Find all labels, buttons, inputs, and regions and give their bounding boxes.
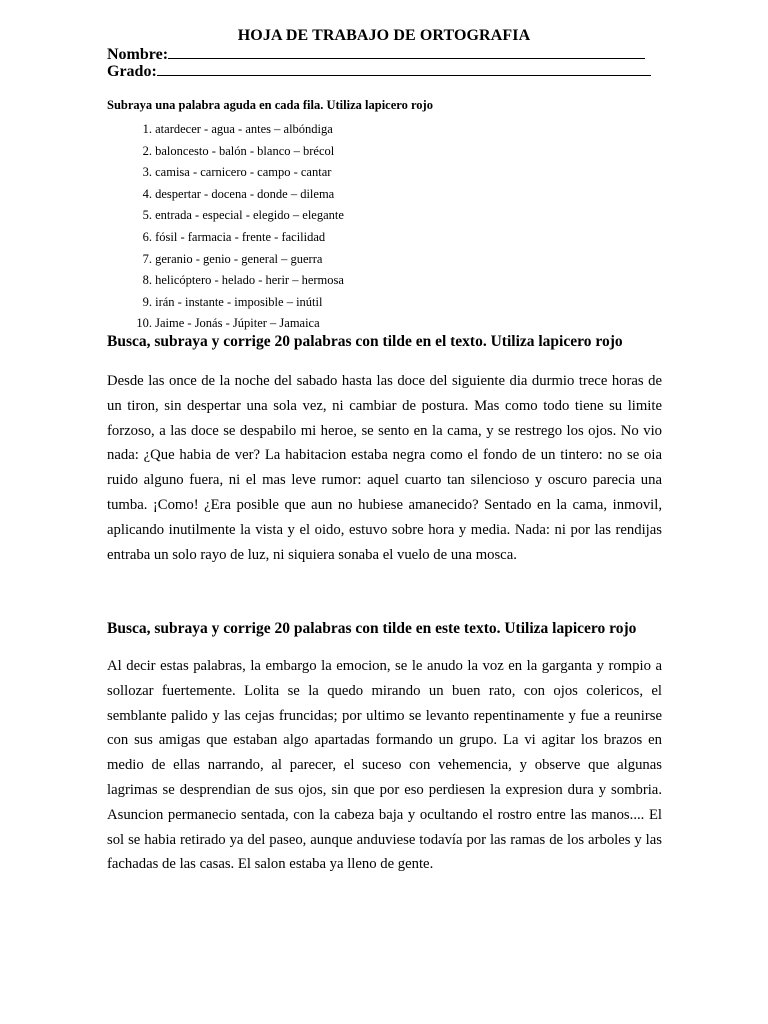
section2-paragraph: Desde las once de la noche del sabado hasta las doce del siguiente dia durmio trece horas de un tiron, sin despertar una sola vez, ni cambiar de postura. Mas como todo tiene su limite forzoso, a las doce se despabilo mi heroe, se sento en la cama, y se restrego los ojos. No vio nada: ¿Que habia de ver? La habitacion estaba negra como el fondo de un tintero: no se oia ruido alguno fuera, ni el mas leve rumor: aquel cuarto tan silencioso y oscuro parecia una tumba. ¡Como! ¿Era posible que aun no hubiese amanecido? Sentado en la cama, inmovil, aplicando inutilmente la vista y el oido, estuvo sobre hora y media. Nada: ni por las rendijas entraba un solo rayo de luz, ni siquiera sonaba el vuelo de una mosca. [107,373,662,563]
nombre-blank-line [168,44,645,59]
list-item-number: 3. [142,165,152,180]
list-item [126,205,344,227]
list-item-number: 7. [142,251,152,266]
section1-instruction: Subraya una palabra aguda en cada fila. Utiliza lapicero rojo [107,98,433,112]
list-item-number: 6. [142,229,152,244]
list-item-words: baloncesto - balón - blanco – brécol [155,143,335,158]
list-item [126,292,344,314]
list-item-words: geranio - genio - general – guerra [155,251,323,266]
list-item [126,270,344,292]
list-item-number: 10. [136,316,152,331]
list-item [126,141,344,163]
list-item [126,119,344,141]
list-item-number: 5. [142,208,152,223]
word-list [126,119,344,335]
list-item [126,249,344,271]
list-item-words: despertar - docena - donde – dilema [155,186,335,201]
list-item-number: 9. [142,294,152,309]
grado-field [107,61,651,81]
list-item [126,184,344,206]
list-item-words: entrada - especial - elegido – elegante [155,208,344,223]
list-item [126,162,344,184]
section3-heading: Busca, subraya y corrige 20 palabras con tilde en este texto. Utiliza lapicero rojo [107,620,637,637]
grado-label: Grado: [107,63,157,80]
list-item-words: Jaime - Jonás - Júpiter – Jamaica [155,316,320,331]
nombre-label: Nombre: [107,46,169,63]
grado-blank-line [157,61,651,76]
section3-paragraph [107,654,662,877]
list-item-words: atardecer - agua - antes – albóndiga [155,122,333,136]
list-item-words: fósil - farmacia - frente - facilidad [155,229,326,244]
section2-heading: Busca, subraya y corrige 20 palabras con tilde en el texto. Utiliza lapicero rojo [107,333,623,350]
page-title: HOJA DE TRABAJO DE ORTOGRAFIA [237,27,531,44]
list-item [126,313,344,335]
section3-paragraph-text: Al decir estas palabras, la embargo la emocion, se le anudo la voz en la garganta y rompio a sollozar fuertemente. Lolita se la quedo mirando un buen rato, con ojos colericos, el semblante palido y las cejas fruncidas; por ultimo se levanto repentinamente y fue a reunirse con sus amigas que estaban algo apartadas formando un grupo. La vi agitar los brazos en medio de ellas narrando, al parecer, el suceso con vehemencia, y observe que algunas lagrimas se desprendian de sus ojos, sin que por eso perdiesen la expresion dura y sombria. Asuncion permanecio sentada, con la cabeza baja y ocultando el rostro entre las manos.... [107,658,662,823]
list-item [126,227,344,249]
list-item-words: irán - instante - imposible – inútil [155,294,323,309]
list-item-words: helicóptero - helado - herir – hermosa [155,273,344,288]
section3-paragraph-text2: El sol se habia retirado ya del paseo, aunque anduviese todavía por las ramas de los arboles y las fachadas de las casas. El salon estaba ya lleno de gente. [107,806,663,873]
list-item-number: 1. [142,122,152,136]
list-item-number: 4. [142,186,152,201]
list-item-number: 8. [142,273,152,288]
list-item-number: 2. [142,143,152,158]
list-item-words: camisa - carnicero - campo - cantar [155,165,332,180]
